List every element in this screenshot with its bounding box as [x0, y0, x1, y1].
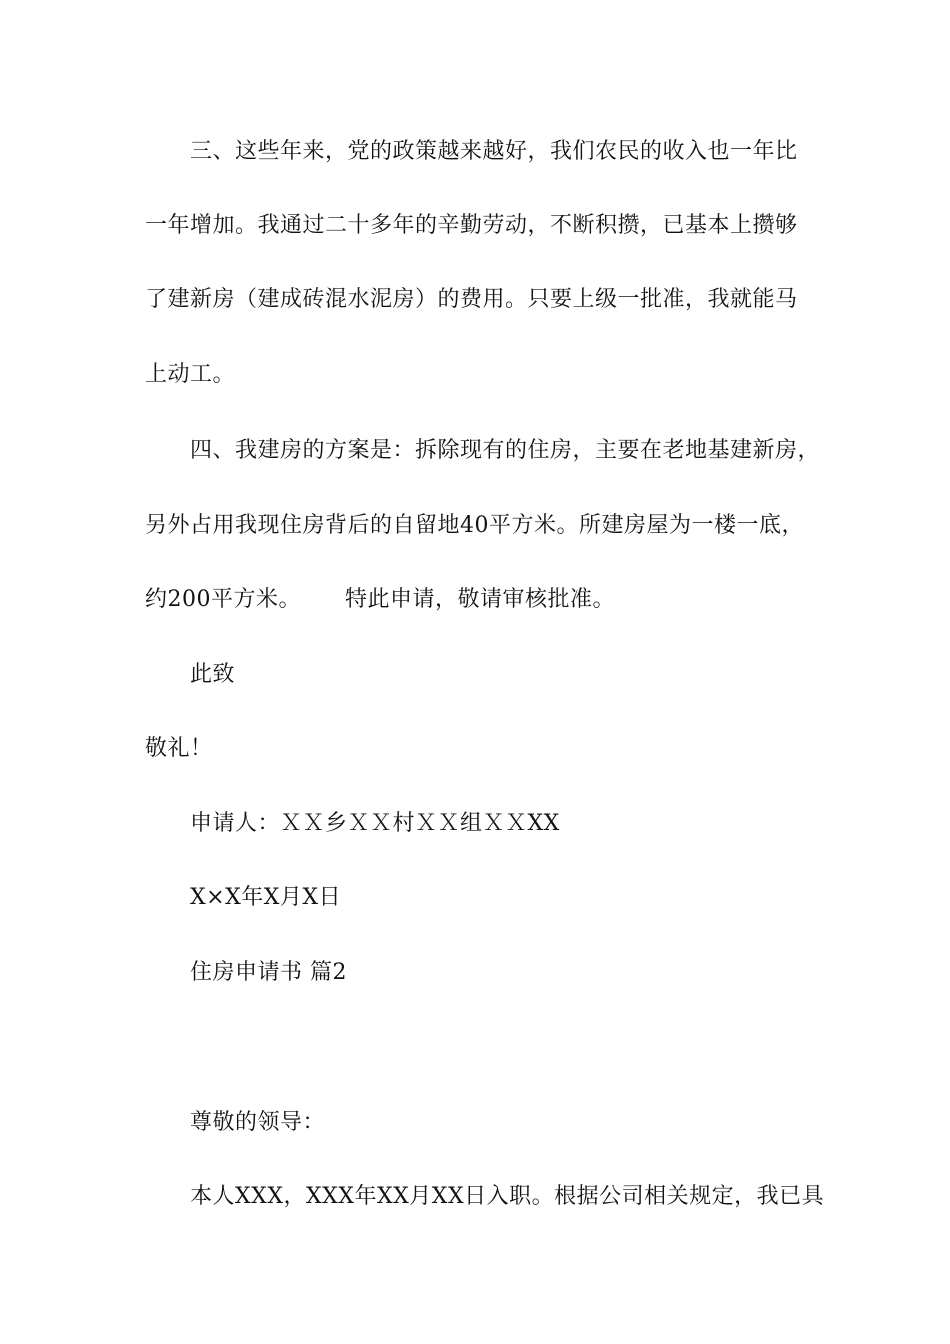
applicant-line: 申请人：ＸＸ乡ＸＸ村ＸＸ组ＸＸXX [190, 811, 560, 836]
para4-line2: 另外占用我现住房背后的自留地40平方米。所建房屋为一楼一底， [145, 513, 804, 538]
para4-line3 [145, 585, 615, 615]
para4-line3-area: 约200平方米。 [145, 587, 301, 612]
closing-jingli: 敬礼！ [145, 736, 213, 761]
para4-line1: 四、我建房的方案是：拆除现有的住房，主要在老地基建新房， [190, 438, 821, 463]
para3-line3: 了建新房（建成砖混水泥房）的费用。只要上级一批准，我就能马 [145, 287, 798, 312]
para3-line1: 三、这些年来，党的政策越来越好，我们农民的收入也一年比 [190, 139, 798, 164]
para3-line4: 上动工。 [145, 362, 236, 387]
letter2-salutation: 尊敬的领导： [190, 1110, 326, 1135]
letter2-line1: 本人XXX，XXX年XX月XX日入职。根据公司相关规定，我已具 [190, 1184, 825, 1209]
date-line: X×X年X月X日 [190, 885, 342, 910]
section-title: 住房申请书 篇2 [190, 960, 347, 985]
para4-line3-request: 特此申请，敬请审核批准。 [345, 587, 616, 612]
para3-line2: 一年增加。我通过二十多年的辛勤劳动，不断积攒，已基本上攒够 [145, 213, 798, 238]
closing-cizhi: 此致 [190, 662, 236, 687]
